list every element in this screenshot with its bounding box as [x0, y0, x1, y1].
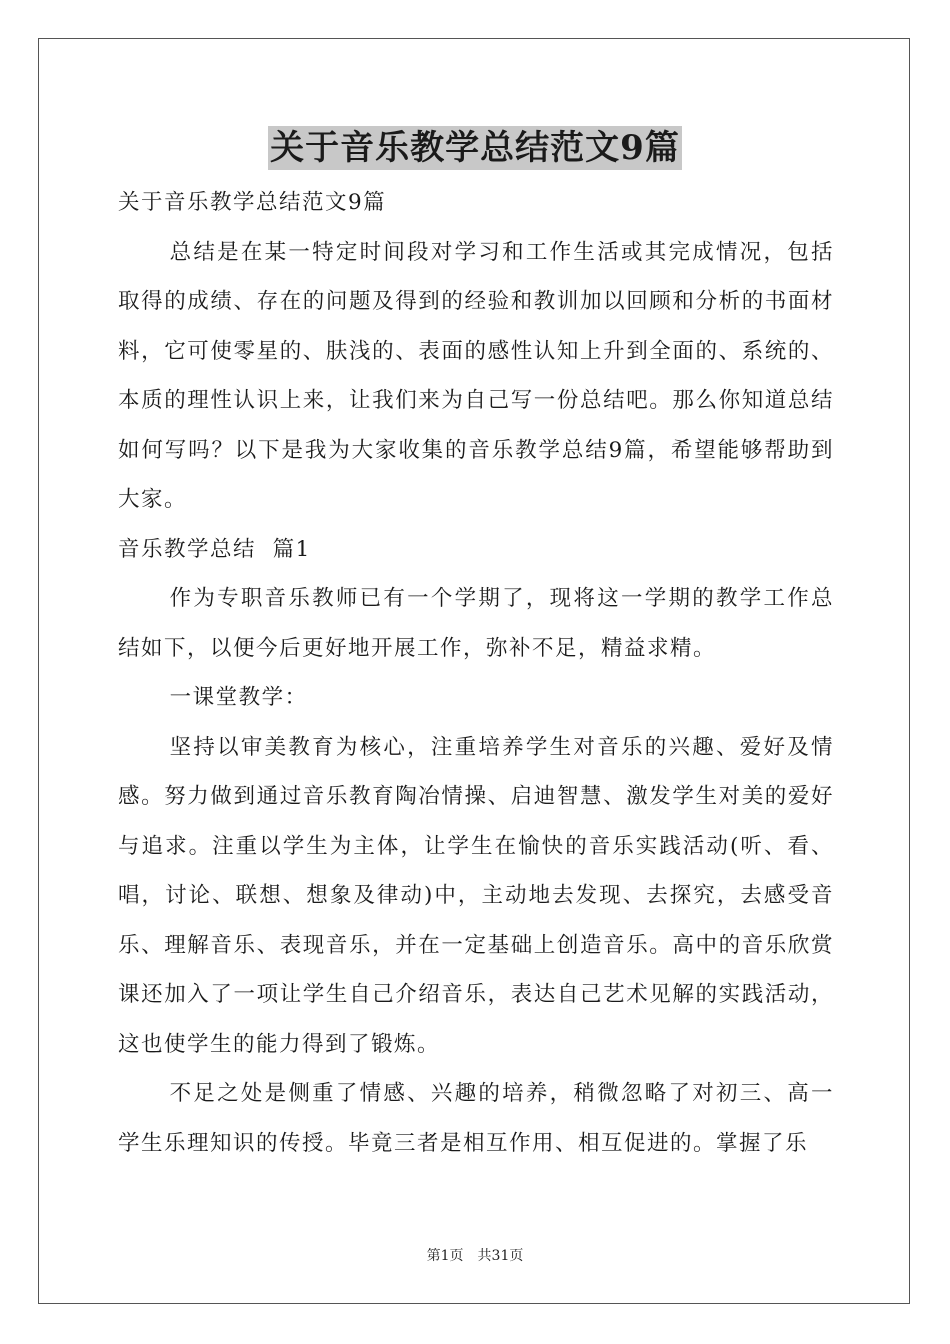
document-body: [118, 178, 834, 1168]
body-paragraph: 不足之处是侧重了情感、兴趣的培养，稍微忽略了对初三、高一学生乐理知识的传授。毕竟三者是相互作用、相互促进的。掌握了乐: [118, 1081, 834, 1156]
subsection-heading: 一课堂教学：: [169, 685, 308, 710]
section-heading: 音乐教学总结 篇1: [118, 536, 311, 562]
page-number: 第1页: [426, 1248, 464, 1264]
intro-paragraph: 总结是在某一特定时间段对学习和工作生活或其完成情况，包括取得的成绩、存在的问题及得到的经验和教训加以回顾和分析的书面材料，它可使零星的、肤浅的、表面的感性认知上升到全面的、系统的、本质的理性认识上来，让我们来为自己写一份总结吧。那么你知道总结如何写吗？以下是我为大家收集的音乐教学总结9篇，希望能够帮助到大家。: [118, 239, 834, 512]
body-paragraph: 作为专职音乐教师已有一个学期了，现将这一学期的教学工作总结如下，以便今后更好地开展工作，弥补不足，精益求精。: [118, 586, 834, 661]
page-footer: [0, 1246, 950, 1266]
body-paragraph: 坚持以审美教育为核心，注重培养学生对音乐的兴趣、爱好及情感。努力做到通过音乐教育陶冶情操、启迪智慧、激发学生对美的爱好与追求。注重以学生为主体，让学生在愉快的音乐实践活动(听、看、唱，讨论、联想、想象及律动)中，主动地去发现、去探究，去感受音乐、理解音乐、表现音乐，并在一定基础上创造音乐。高中的音乐欣赏课还加入了一项让学生自己介绍音乐，表达自己艺术见解的实践活动，这也使学生的能力得到了锻炼。: [118, 734, 834, 1057]
page-total: 共31页: [477, 1248, 524, 1264]
document-title: 关于音乐教学总结范文9篇: [270, 128, 680, 168]
title-container: [0, 126, 950, 170]
document-subtitle: 关于音乐教学总结范文9篇: [118, 190, 387, 215]
